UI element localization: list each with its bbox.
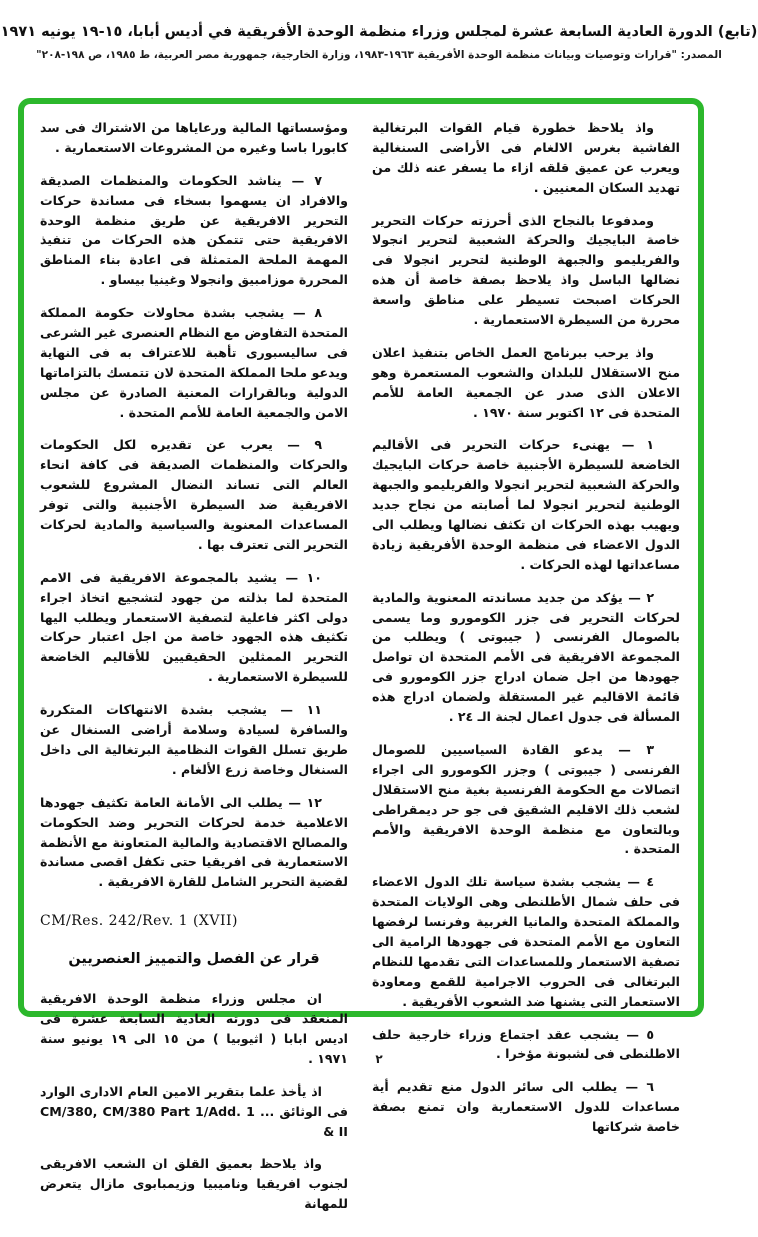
paragraph: ٧ — يناشد الحكومات والمنظمات الصديقة والافراد ان يسهموا بسخاء فى مساندة حركات التحرير الافريقية عن طريق منظمة الوحدة الافريقية حتى تتمكن هذه الحركات من تنفيذ المهمة الملحة المتمثلة فى اعادة بناء المناطق المحررة موزامبيق وانجولا وغينيا بيساو . [40, 172, 348, 288]
paragraph: ١١ — يشجب بشدة الانتهاكات المتكررة والسافرة لسيادة وسلامة أراضى السنغال عن طريق تسلل القوات النظامية البرتغالية الى داخل السنغال وخاصة زرع الألغام . [40, 702, 348, 777]
paragraph: ١ — يهنىء حركات التحرير فى الأقاليم الخاضعة للسيطرة الأجنبية خاصة حركات البايجيك والحركة الشعبية لتحرير انجولا والفريليمو والجبهة الوطنية لتحرير انجولا لما أصابته من نجاح جديد ويهيب بهذه الحركات ان تكثف نضالها ويطلب الى الدول الاعضاء فى منظمة الوحدة الأفريقية زيادة مساعداتها لهذه الحركات . [372, 437, 680, 572]
paragraph: ١٢ — يطلب الى الأمانة العامة تكثيف جهودها الاعلامية خدمة لحركات التحرير وضد الحكومات والمصالح الاقتصادية والمالية المتعاونة مع الأنظمة الاستعمارية فى افريقيا حتى تكفل اقصى مساندة لقضية التحرير الشامل للقارة الافريقية . [40, 794, 348, 890]
paragraph: ان مجلس وزراء منظمة الوحدة الافريقية المنعقد فى دورته العادية السابعة عشرة فى اديس ابابا ( اثيوبيا ) من ١٥ الى ١٩ يونيو سنة ١٩٧١ . [40, 991, 348, 1066]
section-heading: قرار عن الفصل والتمييز العنصريين [68, 951, 320, 968]
document-frame [18, 98, 704, 1212]
session-title: (تابع) الدورة العادية السابعة عشرة لمجلس وزراء منظمة الوحدة الأفريقية في أديس أبابا، ١٥-١٩ يونيه ١٩٧١ [0, 24, 758, 40]
paragraph: واذ يرحب ببرنامج العمل الخاص بتنفيذ اعلان منح الاستقلال للبلدان والشعوب المستعمرة وهو الاعلان الذى صدر عن الجمعية العامة للأمم المتحدة فى ١٢ اكتوبر سنة ١٩٧٠ . [372, 344, 680, 420]
paragraph: ومدفوعا بالنجاح الذى أحرزته حركات التحرير خاصة البايجيك والحركة الشعبية لتحرير انجولا والفريليمو والجبهة الوطنية لتحرير انجولا فى نضالها الباسل واذ يلاحظ بصفة خاصة أن هذه الحركات اصبحت تسيطر على مناطق واسعة محررة من السيطرة الاستعمارية . [372, 212, 680, 328]
paragraph: ٥ — يشجب عقد اجتماع وزراء خارجية حلف الاطلنطى فى لشبونة مؤخرا . [372, 1026, 680, 1062]
paragraph: واذ يلاحظ بعميق القلق ان الشعب الافريقى لجنوب افريقيا وناميبيا وزيمبابوى مازال يتعرض للمهانة [40, 1156, 348, 1212]
paragraph: واذ يلاحظ خطورة قيام القوات البرتغالية الفاشية بغرس الالغام فى الأراضى السنغالية ويعرب عن عميق قلقه ازاء ما يسفر عنه ذلك من تهديد السكان المعنيين . [372, 120, 680, 195]
paragraph: ٦ — يطلب الى سائر الدول منع تقديم أية مساعدات للدول الاستعمارية وان تمنع بصفة خاصة شركاتها [372, 1079, 680, 1135]
page-number: ٢ [375, 1052, 383, 1066]
paragraph: اذ يأخذ علما بتقرير الامين العام الادارى الوارد فى الوثائق ... CM/380, CM/380 Part 1/Add. 1 & II [40, 1083, 348, 1139]
paragraph: ٣ — يدعو القادة السياسيين للصومال الفرنسى ( جيبوتى ) وجزر الكومورو الى اجراء اتصالات مع الحكومة الفرنسية بغية منح الاستقلال لشعب ذلك الاقليم الشقيق فى جو حر ديمقراطى وبالتعاون مع منظمة الوحدة الافريقية والأمم المتحدة . [372, 741, 680, 857]
paragraph: ومؤسساتها المالية ورعاياها من الاشتراك فى سد كابورا باسا وغيره من المشروعات الاستعمارية . [40, 120, 348, 155]
resolution-reference: CM/Res. 242/Rev. 1 (XVII) [40, 913, 239, 930]
page-header [0, 24, 758, 61]
source-citation: المصدر: "قرارات وتوصيات وبيانات منظمة الوحدة الأفريقية ١٩٦٣-١٩٨٣، وزارة الخارجية، جمهورية مصر العربية، ط ١٩٨٥، ص ١٩٨-٢٠٨" [36, 49, 722, 61]
paragraph: ١٠ — يشيد بالمجموعة الافريقية فى الامم المتحدة لما بذلته من جهود لتشجيع اتخاذ اجراء دولى اكثر فاعلية لتصفية الاستعمار ويطلب اليها تكثيف هذه الجهود خاصة من اجل اعتبار حركات التحرير الممثلين الحقيقيين للأقاليم الخاضعة للسيطرة الاستعمارية . [40, 569, 348, 685]
paragraph: ٢ — يؤكد من جديد مساندته المعنوية والمادية لحركات التحرير فى جزر الكومورو وما يسمى بالصومال الفرنسى ( جيبوتى ) ويطلب من المجموعة الافريقية فى الأمم المتحدة ان تواصل جهودها من اجل ضمان ادراج جزر الكومورو فى قائمة الاقاليم غير المستقلة ولضمان ادراج هذه المسألة فى جدول اعمال لجنة الـ ٢٤ . [372, 589, 680, 725]
paragraph: ٨ — يشجب بشدة محاولات حكومة المملكة المتحدة التفاوض مع النظام العنصرى غير الشرعى فى ساليسبورى تأهبة للاعتراف به فى النهاية ويدعو ملحا المملكة المتحدة لان تتمسك بالتزاماتها الدولية وبالقرارات المعنية الصادرة عن مجلس الامن والجمعية العامة للأمم المتحدة . [40, 305, 348, 420]
paragraph: ٤ — يشجب بشدة سياسة تلك الدول الاعضاء فى حلف شمال الأطلنطى وهى الولايات المتحدة والمملكة المتحدة والمانيا الغربية وفرنسا لرفضها التعاون مع الأمم المتحدة فى جهودها الرامية الى تصفية الاستعمار وللمساعدات التى تقدمها للنظام البرتغالى فى الحروب الاجرامية للقمع ومعاودة الاستعمار التى يشنها ضد الشعوب الأفريقية . [372, 874, 680, 1009]
two-column-layout [24, 104, 698, 1237]
paragraph: ٩ — يعرب عن تقديره لكل الحكومات والحركات والمنظمات الصديقة فى كافة انحاء العالم التى تساند النضال المشروع للشعوب الافريقية ضد السيطرة الأجنبية والتى توفر المساعدات المعنوية والسياسية والمادية لحركات التحرير التى تعترف بها . [40, 437, 348, 552]
